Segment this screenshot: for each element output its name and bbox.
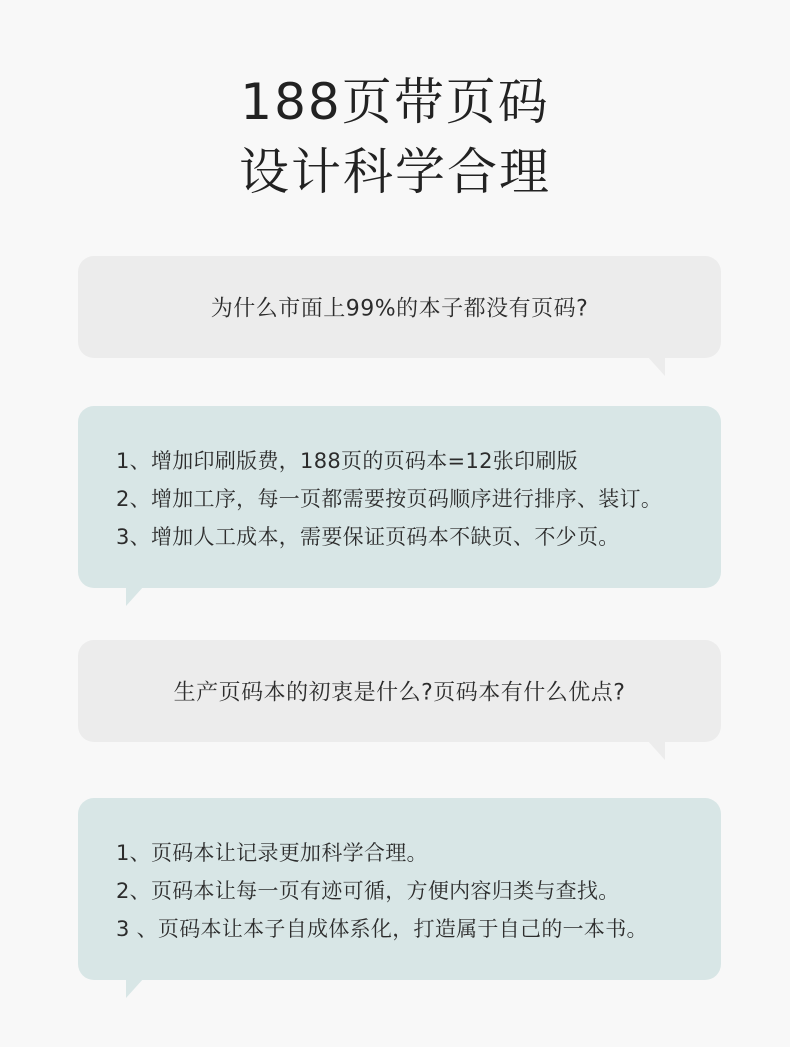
answer-item: 2、增加工序，每一页都需要按页码顺序进行排序、装订。 bbox=[116, 487, 663, 511]
page-title-line-2: 设计科学合理 bbox=[239, 143, 551, 201]
answer-bubble-tail-2 bbox=[126, 978, 144, 998]
question-bubble-1 bbox=[78, 256, 721, 358]
question-bubble-tail-2 bbox=[647, 740, 665, 760]
answer-list-2 bbox=[116, 834, 701, 948]
answer-item: 1、增加印刷版费，188页的页码本=12张印刷版 bbox=[116, 449, 578, 473]
answer-item: 3、增加人工成本，需要保证页码本不缺页、不少页。 bbox=[116, 525, 620, 549]
answer-bubble-2 bbox=[78, 798, 721, 980]
answer-list-1 bbox=[116, 442, 701, 556]
answer-bubble-tail-1 bbox=[126, 586, 144, 606]
answer-bubble-1 bbox=[78, 406, 721, 588]
answer-item: 1、页码本让记录更加科学合理。 bbox=[116, 841, 428, 865]
answer-item: 3 、页码本让本子自成体系化，打造属于自己的一本书。 bbox=[116, 917, 648, 941]
page-title-line-1: 188页带页码 bbox=[240, 73, 550, 131]
question-text-1: 为什么市面上99%的本子都没有页码? bbox=[210, 296, 589, 322]
question-bubble-2 bbox=[78, 640, 721, 742]
answer-item: 2、页码本让每一页有迹可循，方便内容归类与查找。 bbox=[116, 879, 620, 903]
question-text-2: 生产页码本的初衷是什么?页码本有什么优点? bbox=[173, 680, 626, 706]
question-bubble-tail-1 bbox=[647, 356, 665, 376]
